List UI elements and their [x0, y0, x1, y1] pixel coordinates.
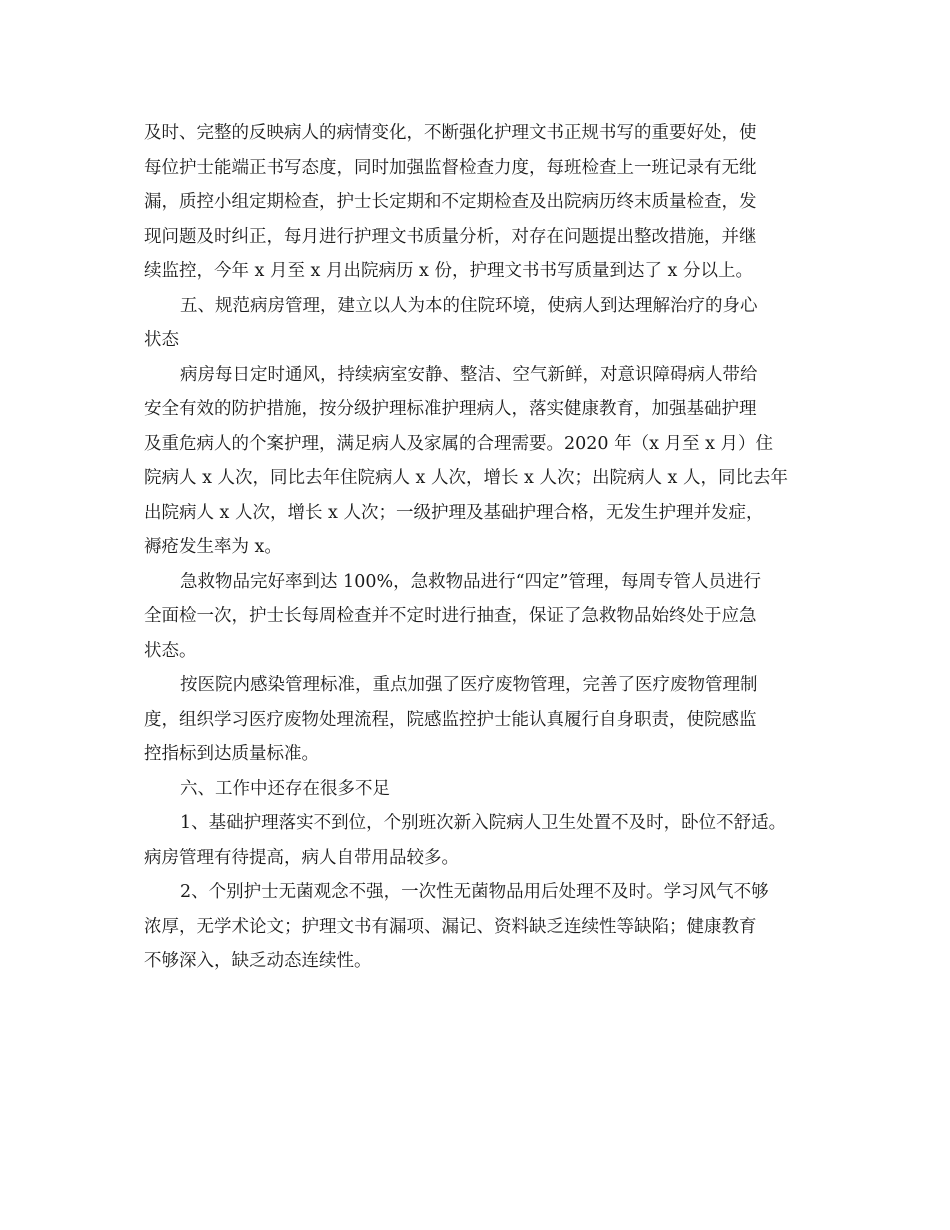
text-line: 状态 [144, 330, 179, 350]
text-line: 褥疮发生率为 x。 [144, 537, 282, 557]
text-line: 状态。 [144, 640, 197, 661]
paragraph-start: 病房每日定时通风，持续病室安静、整洁、空气新鲜，对意识障碍病人带给 [180, 364, 758, 385]
text-line: 每位护士能端正书写态度，同时加强监督检查力度，每班检查上一班记录有无纰 [144, 157, 757, 178]
document-body [144, 116, 824, 979]
text-line: 出院病人 x 人次，增长 x 人次；一级护理及基础护理合格，无发生护理并发症， [144, 502, 764, 523]
list-item-1: 1、基础护理落实不到位，个别班次新入院病人卫生处置不及时，卧位不舒适。 [180, 813, 787, 833]
section-heading-6: 六、工作中还存在很多不足 [180, 778, 390, 799]
text-line: 漏，质控小组定期检查，护士长定期和不定期检查及出院病历终末质量检查，发 [144, 192, 757, 212]
text-line: 全面检一次，护士长每周检查并不定时进行抽查，保证了急救物品始终处于应急 [144, 606, 757, 626]
section-heading-5: 五、规范病房管理，建立以人为本的住院环境，使病人到达理解治疗的身心 [180, 295, 758, 316]
text-line: 度，组织学习医疗废物处理流程，院感监控护士能认真履行自身职责，使院感监 [144, 709, 757, 730]
text-line: 续监控，今年 x 月至 x 月出院病历 x 份，护理文书书写质量到达了 x 分以上。 [144, 261, 753, 281]
text-line: 及时、完整的反映病人的病情变化，不断强化护理文书正规书写的重要好处，使 [144, 123, 757, 143]
text-line: 浓厚，无学术论文；护理文书有漏项、漏记、资料缺乏连续性等缺陷；健康教育 [144, 916, 757, 937]
paragraph-start: 按医院内感染管理标准，重点加强了医疗废物管理，完善了医疗废物管理制 [180, 675, 758, 695]
text-line: 安全有效的防护措施，按分级护理标准护理病人，落实健康教育，加强基础护理 [144, 399, 757, 419]
text-line: 院病人 x 人次，同比去年住院病人 x 人次，增长 x 人次；出院病人 x 人，同比去年 [144, 468, 788, 488]
text-line: 控指标到达质量标准。 [144, 744, 319, 764]
text-line: 不够深入，缺乏动态连续性。 [144, 951, 372, 971]
paragraph-start: 急救物品完好率到达 100%，急救物品进行“四定”管理，每周专管人员进行 [180, 571, 761, 592]
text-line: 病房管理有待提高，病人自带用品较多。 [144, 847, 459, 868]
text-line: 现问题及时纠正，每月进行护理文书质量分析，对存在问题提出整改措施，并继 [144, 226, 757, 247]
text-line: 及重危病人的个案护理，满足病人及家属的合理需要。2020 年（x 月至 x 月）住 [144, 433, 774, 454]
list-item-2: 2、个别护士无菌观念不强，一次性无菌物品用后处理不及时。学习风气不够 [180, 882, 769, 902]
